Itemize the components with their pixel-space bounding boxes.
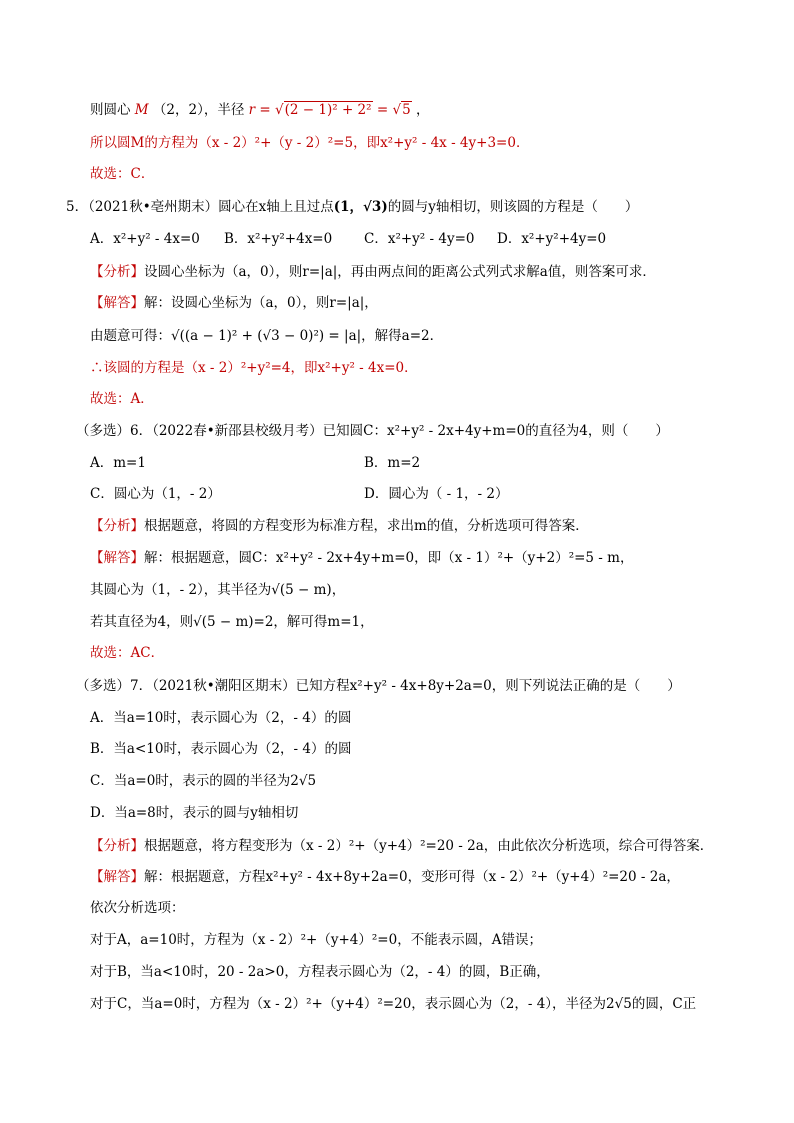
- question-5-line-5: ∴该圆的方程是（x - 2）²+y²=4，即x²+y² - 4x=0．: [90, 360, 418, 376]
- question-5-answer: [90, 293, 378, 313]
- question-5-analysis: [90, 262, 656, 282]
- analysis-text: 设圆心坐标为（a，0），则r=|a|，再由两点间的距离公式列式求解a值，则答案可求．: [144, 264, 656, 280]
- analysis-tag: 【分析】: [90, 518, 144, 534]
- question-6-line-6: [90, 643, 164, 663]
- question-6-option-a: A．m=1: [90, 455, 146, 471]
- question-6-option-d: D．圆心为（ - 1，- 2）: [364, 486, 509, 502]
- question-7-option-b: B．当a<10时，表示圆心为（2，- 4）的圆: [90, 741, 352, 757]
- question-6-option-c: C．圆心为（1，- 2）: [90, 486, 221, 502]
- text-segment: 则圆心: [90, 102, 131, 118]
- answer-text: 解：根据题意，圆C：x²+y² - 2x+4y+m=0，即（x - 1）²+（y+2）²=5 - m，: [144, 550, 634, 566]
- analysis-tag: 【分析】: [90, 838, 144, 854]
- question-6-head: （多选）6．（2022春•新邵县校级月考）已知圆C：x²+y² - 2x+4y+m=0的直径为4，则（ ）: [76, 423, 669, 439]
- equals-sign: =: [376, 102, 389, 118]
- choice-text: 故选：AC．: [90, 645, 165, 661]
- question-7-option-a: A．当a=10时，表示圆心为（2，- 4）的圆: [90, 710, 352, 726]
- choice-text: 故选：A．: [90, 391, 154, 407]
- question-7-line-5: 对于A，a=10时，方程为（x - 2）²+（y+4）²=0，不能表示圆，A错误；: [90, 932, 542, 948]
- solution-line-choice: [90, 164, 154, 184]
- question-7-option-d: D．当a=8时，表示的圆与y轴相切: [90, 805, 299, 821]
- question-6-line-5: 若其直径为4，则√(5 − m)=2，解可得m=1，: [90, 614, 374, 630]
- sqrt-five: √5: [392, 102, 411, 118]
- answer-tag: 【解答】: [90, 295, 144, 311]
- text-segment: （2，2），半径: [152, 102, 245, 118]
- var-M: M: [134, 102, 149, 118]
- question-7-answer: [90, 867, 680, 887]
- question-5-option-b: B．x²+y²+4x=0: [224, 231, 333, 247]
- text-segment: 5．（2021秋•亳州期末）圆心在x轴上且过点: [66, 199, 334, 215]
- question-5-line-6: [90, 389, 154, 409]
- question-6-analysis: [90, 516, 589, 536]
- radicand: 5: [402, 102, 411, 118]
- question-5-option-a: A．x²+y² - 4x=0: [90, 231, 200, 247]
- var-r: r: [248, 102, 256, 118]
- question-5-option-d: D．x²+y²+4y=0: [497, 231, 607, 247]
- solution-line-center: [90, 100, 429, 120]
- analysis-text: 根据题意，将圆的方程变形为标准方程，求出m的值，分析选项可得答案．: [144, 518, 589, 534]
- question-7-line-4: 依次分析选项：: [90, 900, 185, 916]
- answer-tag: 【解答】: [90, 550, 144, 566]
- answer-text: 解：设圆心坐标为（a，0），则r=|a|，: [144, 295, 378, 311]
- sqrt-expression: √(2 − 1)² + 2²: [275, 102, 372, 118]
- radicand: (2 − 1)² + 2²: [284, 102, 372, 118]
- text-segment: 的圆与y轴相切，则该圆的方程是（ ）: [387, 199, 639, 215]
- question-6-option-b: B．m=2: [364, 455, 421, 471]
- question-5-line-4: 由题意可得：√((a − 1)² + (√3 − 0)²) = |a|，解得a=2．: [90, 328, 444, 344]
- answer-tag: 【解答】: [90, 869, 144, 885]
- question-5-head: [66, 197, 638, 217]
- question-7-analysis: [90, 836, 713, 856]
- analysis-tag: 【分析】: [90, 264, 144, 280]
- question-7-line-6: 对于B，当a<10时，20 - 2a>0，方程表示圆心为（2，- 4）的圆，B正确，: [90, 964, 550, 980]
- choice-text: 故选：C．: [90, 166, 155, 182]
- question-6-answer: [90, 548, 633, 568]
- question-7-line-7: 对于C，当a=0时，方程为（x - 2）²+（y+4）²=20，表示圆心为（2，- 4），半径为2√5的圆，C正: [90, 996, 697, 1012]
- equals-sign: =: [259, 102, 271, 118]
- answer-text: 解：根据题意，方程x²+y² - 4x+8y+2a=0，变形可得（x - 2）²+（y+4）²=20 - 2a，: [144, 869, 680, 885]
- analysis-text: 根据题意，将方程变形为（x - 2）²+（y+4）²=20 - 2a，由此依次分析选项，综合可得答案．: [144, 838, 714, 854]
- question-6-line-4: 其圆心为（1，- 2），其半径为√(5 − m)，: [90, 582, 346, 598]
- question-5-option-c: C．x²+y² - 4y=0: [364, 231, 475, 247]
- solution-line-equation: 所以圆M的方程为（x - 2）²+（y - 2）²=5，即x²+y² - 4x - 4y+3=0．: [90, 135, 530, 151]
- text-segment: ，: [415, 102, 430, 118]
- point-coords: (1，√3): [333, 199, 388, 215]
- question-7-head: （多选）7．（2021秋•潮阳区期末）已知方程x²+y² - 4x+8y+2a=0，则下列说法正确的是（ ）: [76, 678, 681, 694]
- question-7-option-c: C．当a=0时，表示的圆的半径为2√5: [90, 773, 317, 789]
